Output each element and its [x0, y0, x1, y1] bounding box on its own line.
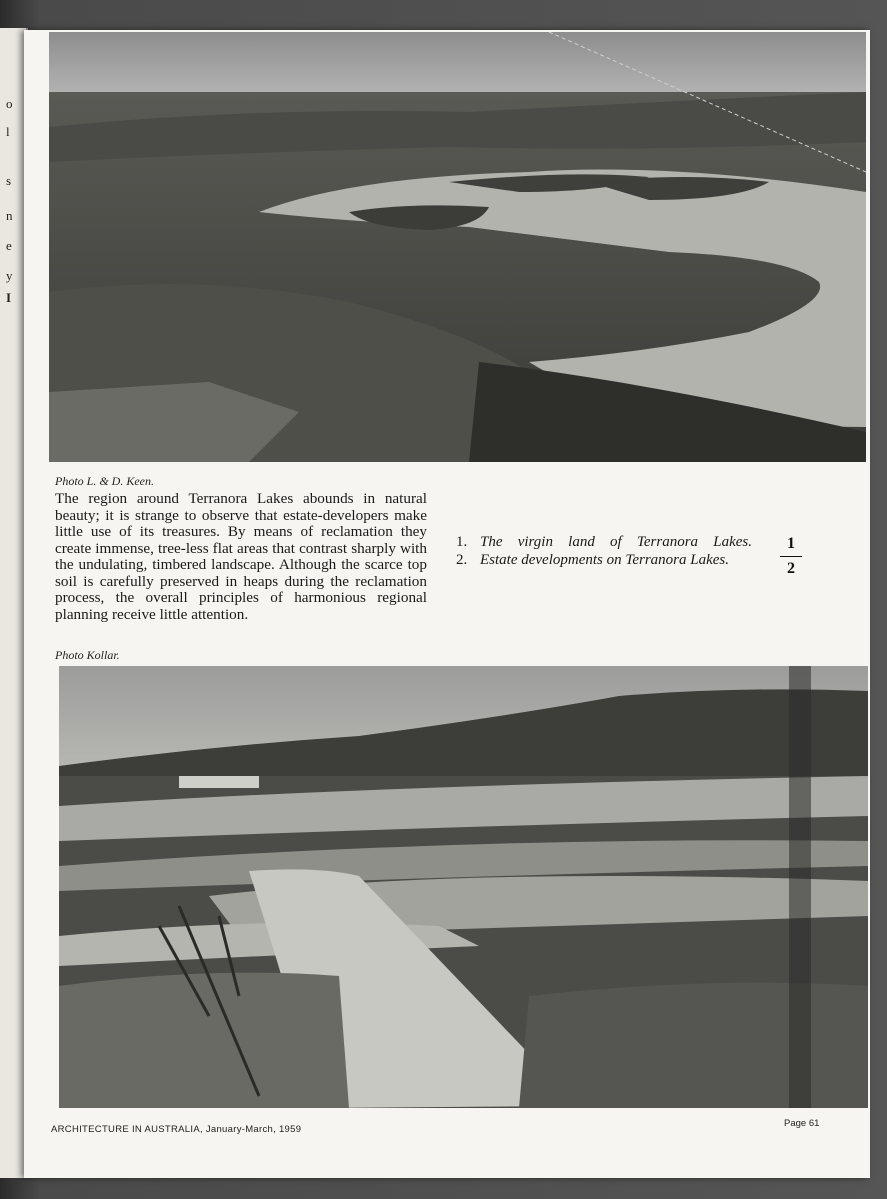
photo-credit-bottom: Photo Kollar.: [55, 648, 120, 662]
caption-number: 1.: [456, 534, 468, 550]
magazine-page: [24, 30, 870, 1178]
caption-text: Estate developments on Terranora Lakes.: [480, 552, 730, 568]
figure-index: [780, 535, 802, 578]
photo-credit-top: Photo L. & D. Keen.: [55, 474, 154, 488]
article-paragraph: The region around Terranora Lakes abounds in natural beauty; it is strange to observe that estate-developers make little use of its treasures. By means of reclamation they create immense, tree-less flat areas that contrast sharply with the undulating, timbered landscape. Although the scarce top soil is carefully preserved in heaps during the reclamation process, the overall principles of harmonious regional planning receive little attention.: [55, 490, 427, 623]
figure-index-bottom: 2: [787, 560, 795, 577]
caption-item: [456, 533, 776, 551]
footer-publication: ARCHITECTURE IN AUSTRALIA, January-March, 1959: [51, 1124, 302, 1135]
figure-index-top: 1: [787, 535, 795, 552]
caption-text: The virgin land of Terranora Lakes.: [480, 534, 752, 550]
caption-item: [456, 551, 776, 569]
previous-page-edge: o l s n e y I: [0, 28, 28, 1178]
footer-page-number: Page 61: [784, 1118, 820, 1129]
figure-captions: [456, 533, 776, 569]
aerial-photo-terranora-lakes: [49, 32, 866, 462]
caption-number: 2.: [456, 552, 468, 568]
photo-estate-developments: [59, 666, 868, 1108]
figure-index-divider: [780, 556, 802, 557]
